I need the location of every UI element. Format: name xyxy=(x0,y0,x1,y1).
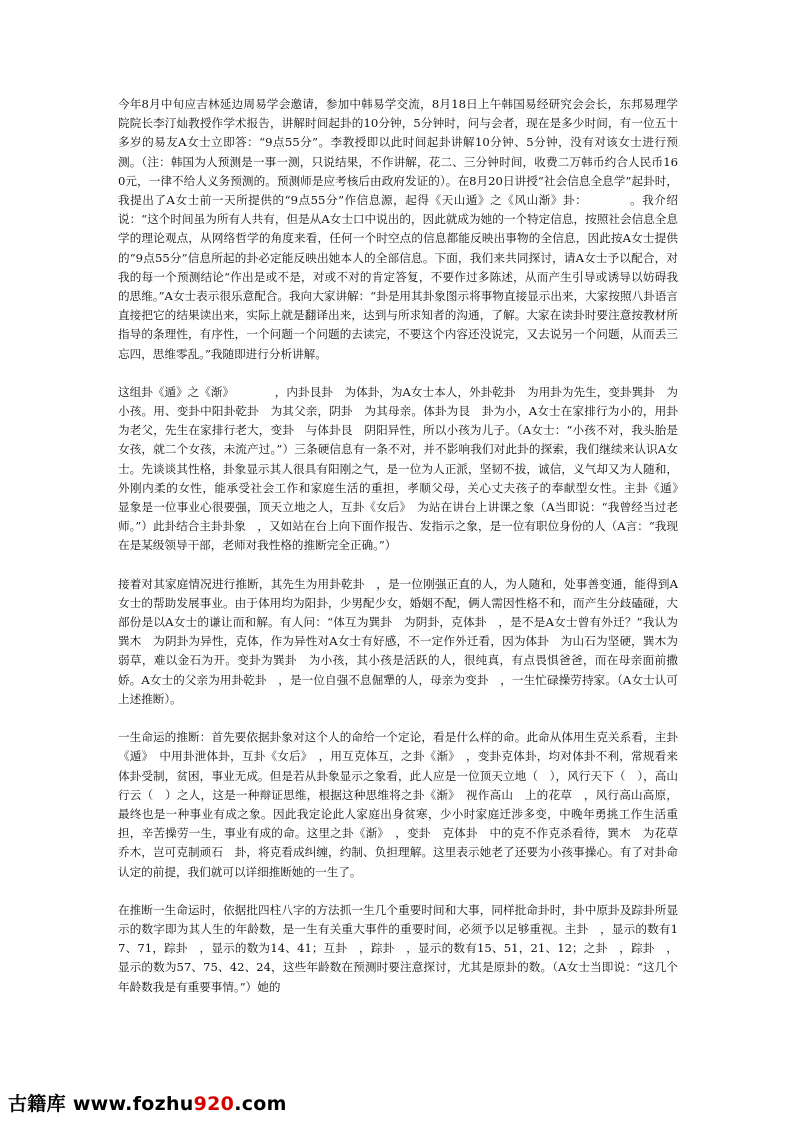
paragraph-life-destiny: 一生命运的推断：首先要依据卦象对这个人的命给一个定论，看是什么样的命。此命从体用生克关系看，主卦《遁》 中用卦泄体卦，互卦《女后》 ，用互克体互，之卦《渐》 ，变卦克体卦，均对体卦不利，常规看来体卦受制，贫困，事业无成。但是若从卦象显示之象看，此人应是一位顶天立地（ ），风行天下（ ），高山行云（ ）之人，这是一种辩证思维，根据这种思维将之卦《渐》 视作高山 上的花草 ，风行高山高原，最终也是一种事业有成之象。因此我定论此人家庭出身贫寒，少小时家庭迁涉多变，中晚年勇挑工作生活重担，辛苦操劳一生，事业有成的命。这里之卦《渐》 ，变卦 克体卦 中的克不作克杀看待，巽木 为花草乔木，岂可克制顽石 卦，将克看成纠缠，约制、负担理解。这里表示她老了还要为小孩事操心。有了对卦命认定的前提，我们就可以详细推断她的一生了。 xyxy=(118,730,678,879)
site-url-suffix: .com xyxy=(234,1093,287,1115)
site-url-number: 920 xyxy=(193,1093,235,1115)
footer-watermark xyxy=(8,1089,287,1116)
site-url-prefix: www.fozhu xyxy=(72,1093,194,1115)
paragraph-hexagram-analysis: 这组卦《遁》之《渐》 ，内卦艮卦 为体卦，为A女士本人，外卦乾卦 为用卦为先生，变卦巽卦 为小孩。用、变卦中阳卦乾卦 为其父亲，阴卦 为其母亲。体卦为艮 卦为小，A女士在家排行为小的，用卦 为老父，先生在家排行老大，变卦 与体卦艮 阴阳异性，所以小孩为儿子。（A女士：“小孩不对，我头胎是女孩，就二个女孩，未流产过。”）三条硬信息有一条不对，并不影响我们对此卦的探索，我们继续来认识A女士。先谈谈其性格，卦象显示其人很具有阳刚之气，是一位为人正派，坚韧不拔，诚信，义气却又为人随和，外刚内柔的女性，能承受社会工作和家庭生活的重担，孝顺父母，关心丈夫孩子的奉献型女性。主卦《遁》 显象是一位事业心很要强，顶天立地之人，互卦《女后》 为站在讲台上讲课之象（A当即说：“我曾经当过老师。”）此卦结合主卦卦象 ，又如站在台上向下面作报告、发指示之象，是一位有职位身份的人（A言：“我现在是某级领导干部，老师对我性格的推断完全正确。”） xyxy=(118,384,690,553)
paragraph-intro: 今年8月中旬应吉林延边周易学会邀请，参加中韩易学交流，8月18日上午韩国易经研究会会长，东邦易理学院院长李汀灿教授作学术报告，讲解时间起卦的10分钟，5分钟时，问与会者，现在是多少时间，有一位五十多岁的易友A女士立即答：“9点55分”。李教授即以此时间起卦讲解10分钟、5分钟，没有对该女士进行预测。（注：韩国为人预测是一事一测，只说结果，不作讲解，花二、三分钟时间，收费二万韩币约合人民币160元，一律不给人义务预测的。预测师是应考核后由政府发证的）。在8月20日讲授“社会信息全息学”起卦时，我提出了A女士前一天所提供的“9点55分”作信息源，起得《天山遁》之《风山渐》卦： 。我介绍说：“这个时间虽为所有人共有，但是从A女士口中说出的，因此就成为她的一个特定信息，按照社会信息全息学的理论观点，从网络哲学的角度来看，任何一个时空点的信息都能反映出事物的全信息，因此按A女士提供的“9点55分”信息所起的卦必定能反映出她本人的全部信息。下面，我们来共同探讨，请A女士予以配合，对我的每一个预测结论“作出是或不是，对或不对的肯定答复，不要作过多陈述，从而产生引导或诱导以妨碍我的思维。”A女士表示很乐意配合。我向大家讲解：“卦是用其卦象图示将事物直接显示出来，大家按照八卦语言直接把它的结果读出来，实际上就是翻译出来，达到与所求知者的沟通，了解。大家在读卦时要注意按教材所指导的条理性，有序性，一个问题一个问题的去读完，不要这个内容还没说完，又去说另一个问题，从而丢三忘四，思维零乱。”我随即进行分析讲解。 xyxy=(118,97,678,361)
document-body xyxy=(118,95,690,1016)
paragraph-age-numbers: 在推断一生命运时，依据批四柱八字的方法抓一生几个重要时间和大事，同样批命卦时，卦中原卦及踪卦所显示的数字即为其人生的年龄数，是一生有关重大事件的重要时间，必须予以足够重视。主卦 ，显示的数有17、71，踪卦 ，显示的数为14、41；互卦 ，踪卦 ，显示的数有15、51，21、12；之卦 ，踪卦 ，显示的数为57、75、42、24，这些年龄数在预测时要注意探讨，尤其是原卦的数。（A女士当即说：“这几个年龄数我是有重要事情。”）她的 xyxy=(118,902,678,994)
site-name: 古籍库 xyxy=(8,1093,66,1115)
paragraph-family: 接着对其家庭情况进行推断，其先生为用卦乾卦 ，是一位刚强正直的人，为人随和，处事善变通，能得到A女士的帮助发展事业。由于体用均为阳卦，少男配少女，婚姻不配，俩人需因性格不和，而产生分歧磕碰，大部份是以A女士的谦让而和解。有人问：“体互为巽卦 为阴卦，克体卦 ，是不是A女士曾有外迁？”我认为巽木 为阴卦为异性，克体，作为异性对A女士有好感，不一定作外迁看，因为体卦 为山石为坚硬，巽木为弱草，难以金石为开。变卦为巽卦 为小孩，其小孩是活跃的人，很纯真，有点畏惧爸爸，而在母亲面前撒娇。A女士的父亲为用卦乾卦 ，是一位自强不息倔犟的人，母亲为变卦 ，一生忙碌操劳持家。（A女士认可上述推断）。 xyxy=(118,576,678,706)
